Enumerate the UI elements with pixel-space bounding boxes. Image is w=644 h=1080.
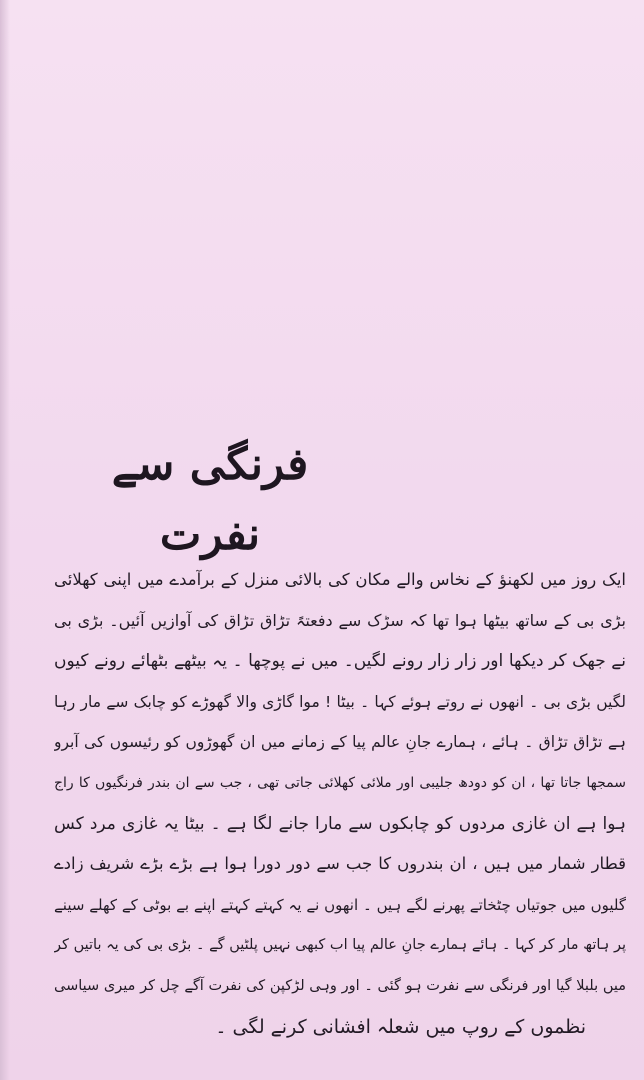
- body-line: نظموں کے روپ میں شعلہ افشانی کرنے لگی ۔: [215, 1015, 586, 1038]
- body-line: گلیوں میں جوتیاں چٹخاتے پھرنے لگے ہیں ۔ انھوں نے یہ کہتے کہتے اپنے بے بوٹی کے کھلے سینے: [54, 895, 626, 914]
- body-line: ایک روز میں لکھنؤ کے نخاس والے مکان کی بالائی منزل کے برآمدے میں اپنی کھلائی: [54, 570, 626, 589]
- chapter-title: فرنگی سے نفرت: [111, 439, 309, 560]
- body-line: ہوا ہے ان غازی مردوں کو چابکوں سے مارا جانے لگا ہے ۔ بیٹا یہ غازی مرد کس: [54, 813, 626, 834]
- chapter-body: [54, 560, 626, 1047]
- body-line: نے جھک کر دیکھا اور زار زار رونے لگیں۔ میں نے پوچھا ۔ یہ بیٹھے بٹھائے رونے کیوں: [54, 651, 626, 672]
- body-line: پر ہاتھ مار کر کہا ۔ ہائے ہمارے جانِ عالم پیا اب کبھی نہیں پلٹیں گے ۔ بڑی بی کی یہ باتیں کر: [54, 937, 626, 954]
- body-line: بڑی بی کے ساتھ بیٹھا ہوا تھا کہ سڑک سے دفعتہً تڑاق تڑاق کی آوازیں آئیں۔ بڑی بی: [54, 610, 626, 630]
- body-line: میں بلبلا گیا اور فرنگی سے نفرت ہو گئی ۔ اور وہی لڑکپن کی نفرت آگے چل کر میری سیاسی: [54, 977, 626, 994]
- body-line: ہے تڑاق تڑاق ۔ ہائے ، ہمارے جانِ عالم پیا کے زمانے میں ان گھوڑوں کو رئیسوں کی آبرو: [54, 733, 626, 752]
- body-line: سمجھا جاتا تھا ، ان کو دودھ جلیبی اور ملائی کھلائی جاتی تھی ، جب سے ان بندر فرنگیوں کا راج: [54, 774, 626, 791]
- page-spine-shadow: [0, 0, 10, 1080]
- body-line: قطار شمار میں ہیں ، ان بندروں کا جب سے دور دورا ہوا ہے بڑے بڑے شریف زادے: [54, 854, 626, 874]
- body-line: لگیں بڑی بی ۔ انھوں نے روتے ہوئے کہا ۔ بیٹا ! موا گاڑی والا گھوڑے کو چابک سے مار رہا: [54, 692, 626, 711]
